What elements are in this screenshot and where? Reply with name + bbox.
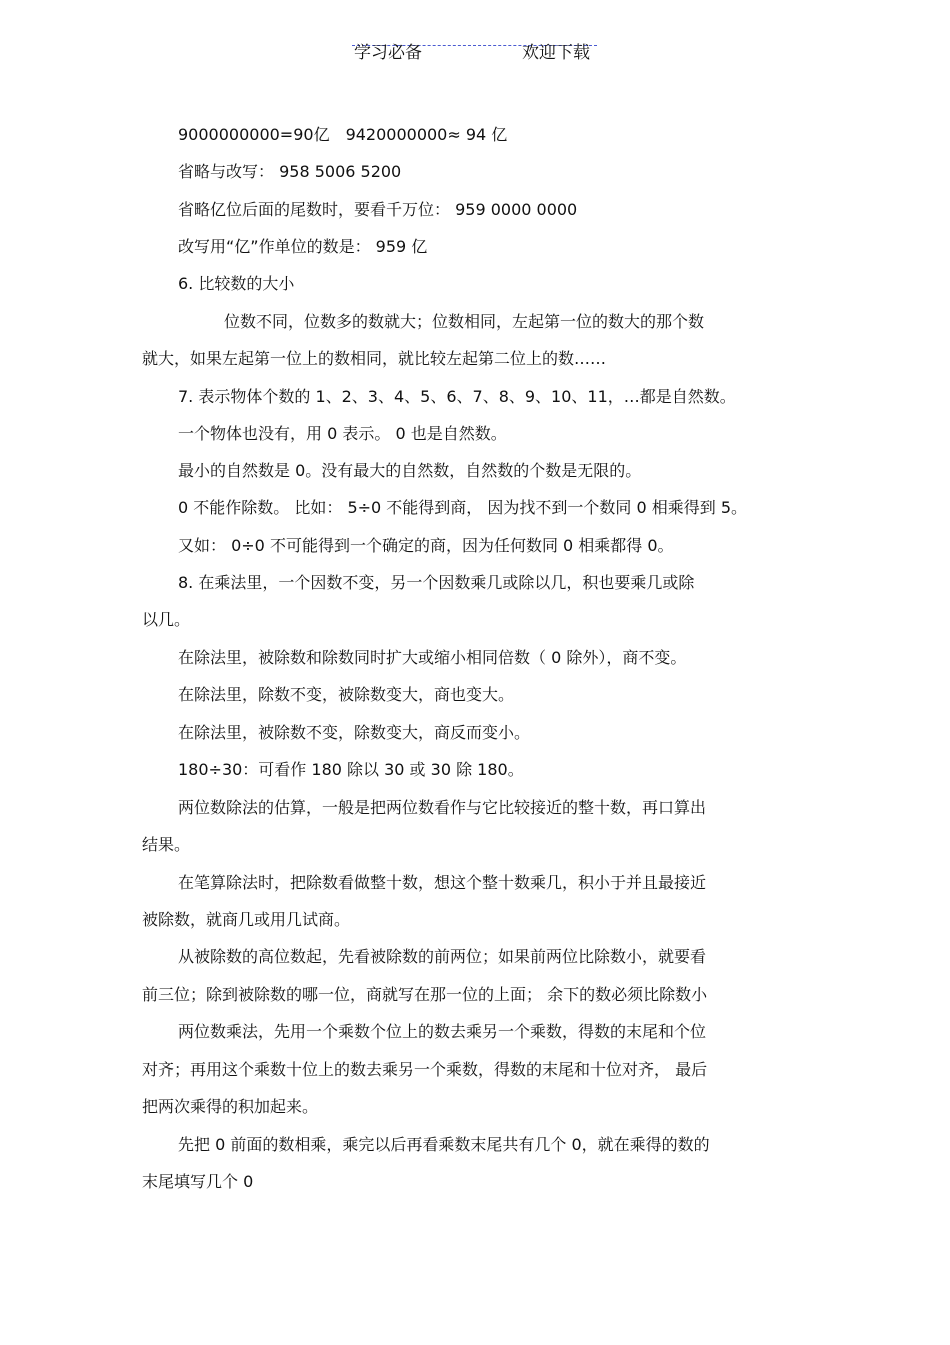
text-line: 位数不同，位数多的数就大；位数相同，左起第一位的数大的那个数 <box>224 312 705 331</box>
text-line: 就大，如果左起第一位上的数相同，就比较左起第二位上的数…… <box>142 349 607 368</box>
section-heading: 6. 比较数的大小 <box>178 274 295 293</box>
text-line: 9000000000=90亿 9420000000≈ 94 亿 <box>178 125 508 144</box>
text-line: 对齐；再用这个乘数十位上的数去乘另一个乘数，得数的末尾和十位对齐， 最后 <box>142 1060 708 1079</box>
text-line: 把两次乘得的积加起来。 <box>142 1097 319 1116</box>
text-line: 前三位；除到被除数的哪一位，商就写在那一位的上面； 余下的数必须比除数小 <box>142 985 708 1004</box>
text-line: 从被除数的高位数起，先看被除数的前两位；如果前两位比除数小，就要看 <box>178 947 707 966</box>
text-line: 省略与改写： 958 5006 5200 <box>178 162 402 181</box>
text-line: 先把 0 前面的数相乘，乘完以后再看乘数末尾共有几个 0，就在乘得的数的 <box>178 1135 710 1154</box>
text-line: 省略亿位后面的尾数时，要看千万位： 959 0000 0000 <box>178 200 578 219</box>
text-line: 180÷30：可看作 180 除以 30 或 30 除 180。 <box>178 760 524 779</box>
text-line: 一个物体也没有，用 0 表示。 0 也是自然数。 <box>178 424 507 443</box>
text-line: 改写用“亿”作单位的数是： 959 亿 <box>178 237 428 256</box>
text-line: 被除数，就商几或用几试商。 <box>142 910 351 929</box>
text-line: 7. 表示物体个数的 1、2、3、4、5、6、7、8、9、10、11，…都是自然数。 <box>178 387 736 406</box>
text-line: 0 不能作除数。 比如： 5÷0 不能得到商， 因为找不到一个数同 0 相乘得到 5。 <box>178 498 747 517</box>
text-line: 8. 在乘法里，一个因数不变，另一个因数乘几或除以几，积也要乘几或除 <box>178 573 695 592</box>
text-line: 又如： 0÷0 不可能得到一个确定的商，因为任何数同 0 相乘都得 0。 <box>178 536 674 555</box>
header-left-text: 学习必备 <box>354 43 422 63</box>
header-right-text: 欢迎下载 <box>522 43 590 63</box>
text-line: 以几。 <box>142 610 191 629</box>
text-line: 两位数除法的估算，一般是把两位数看作与它比较接近的整十数，再口算出 <box>178 798 707 817</box>
text-line: 在除法里，被除数不变，除数变大，商反而变小。 <box>178 723 531 742</box>
text-line: 末尾填写几个 0 <box>142 1172 254 1191</box>
text-line: 最小的自然数是 0。没有最大的自然数，自然数的个数是无限的。 <box>178 461 642 480</box>
page-header <box>352 42 597 63</box>
text-line: 两位数乘法，先用一个乘数个位上的数去乘另一个乘数，得数的末尾和个位 <box>178 1022 707 1041</box>
text-line: 结果。 <box>142 835 191 854</box>
text-line: 在笔算除法时，把除数看做整十数，想这个整十数乘几，积小于并且最接近 <box>178 873 707 892</box>
text-line: 在除法里，被除数和除数同时扩大或缩小相同倍数（ 0 除外），商不变。 <box>178 648 687 667</box>
text-line: 在除法里，除数不变，被除数变大，商也变大。 <box>178 685 515 704</box>
